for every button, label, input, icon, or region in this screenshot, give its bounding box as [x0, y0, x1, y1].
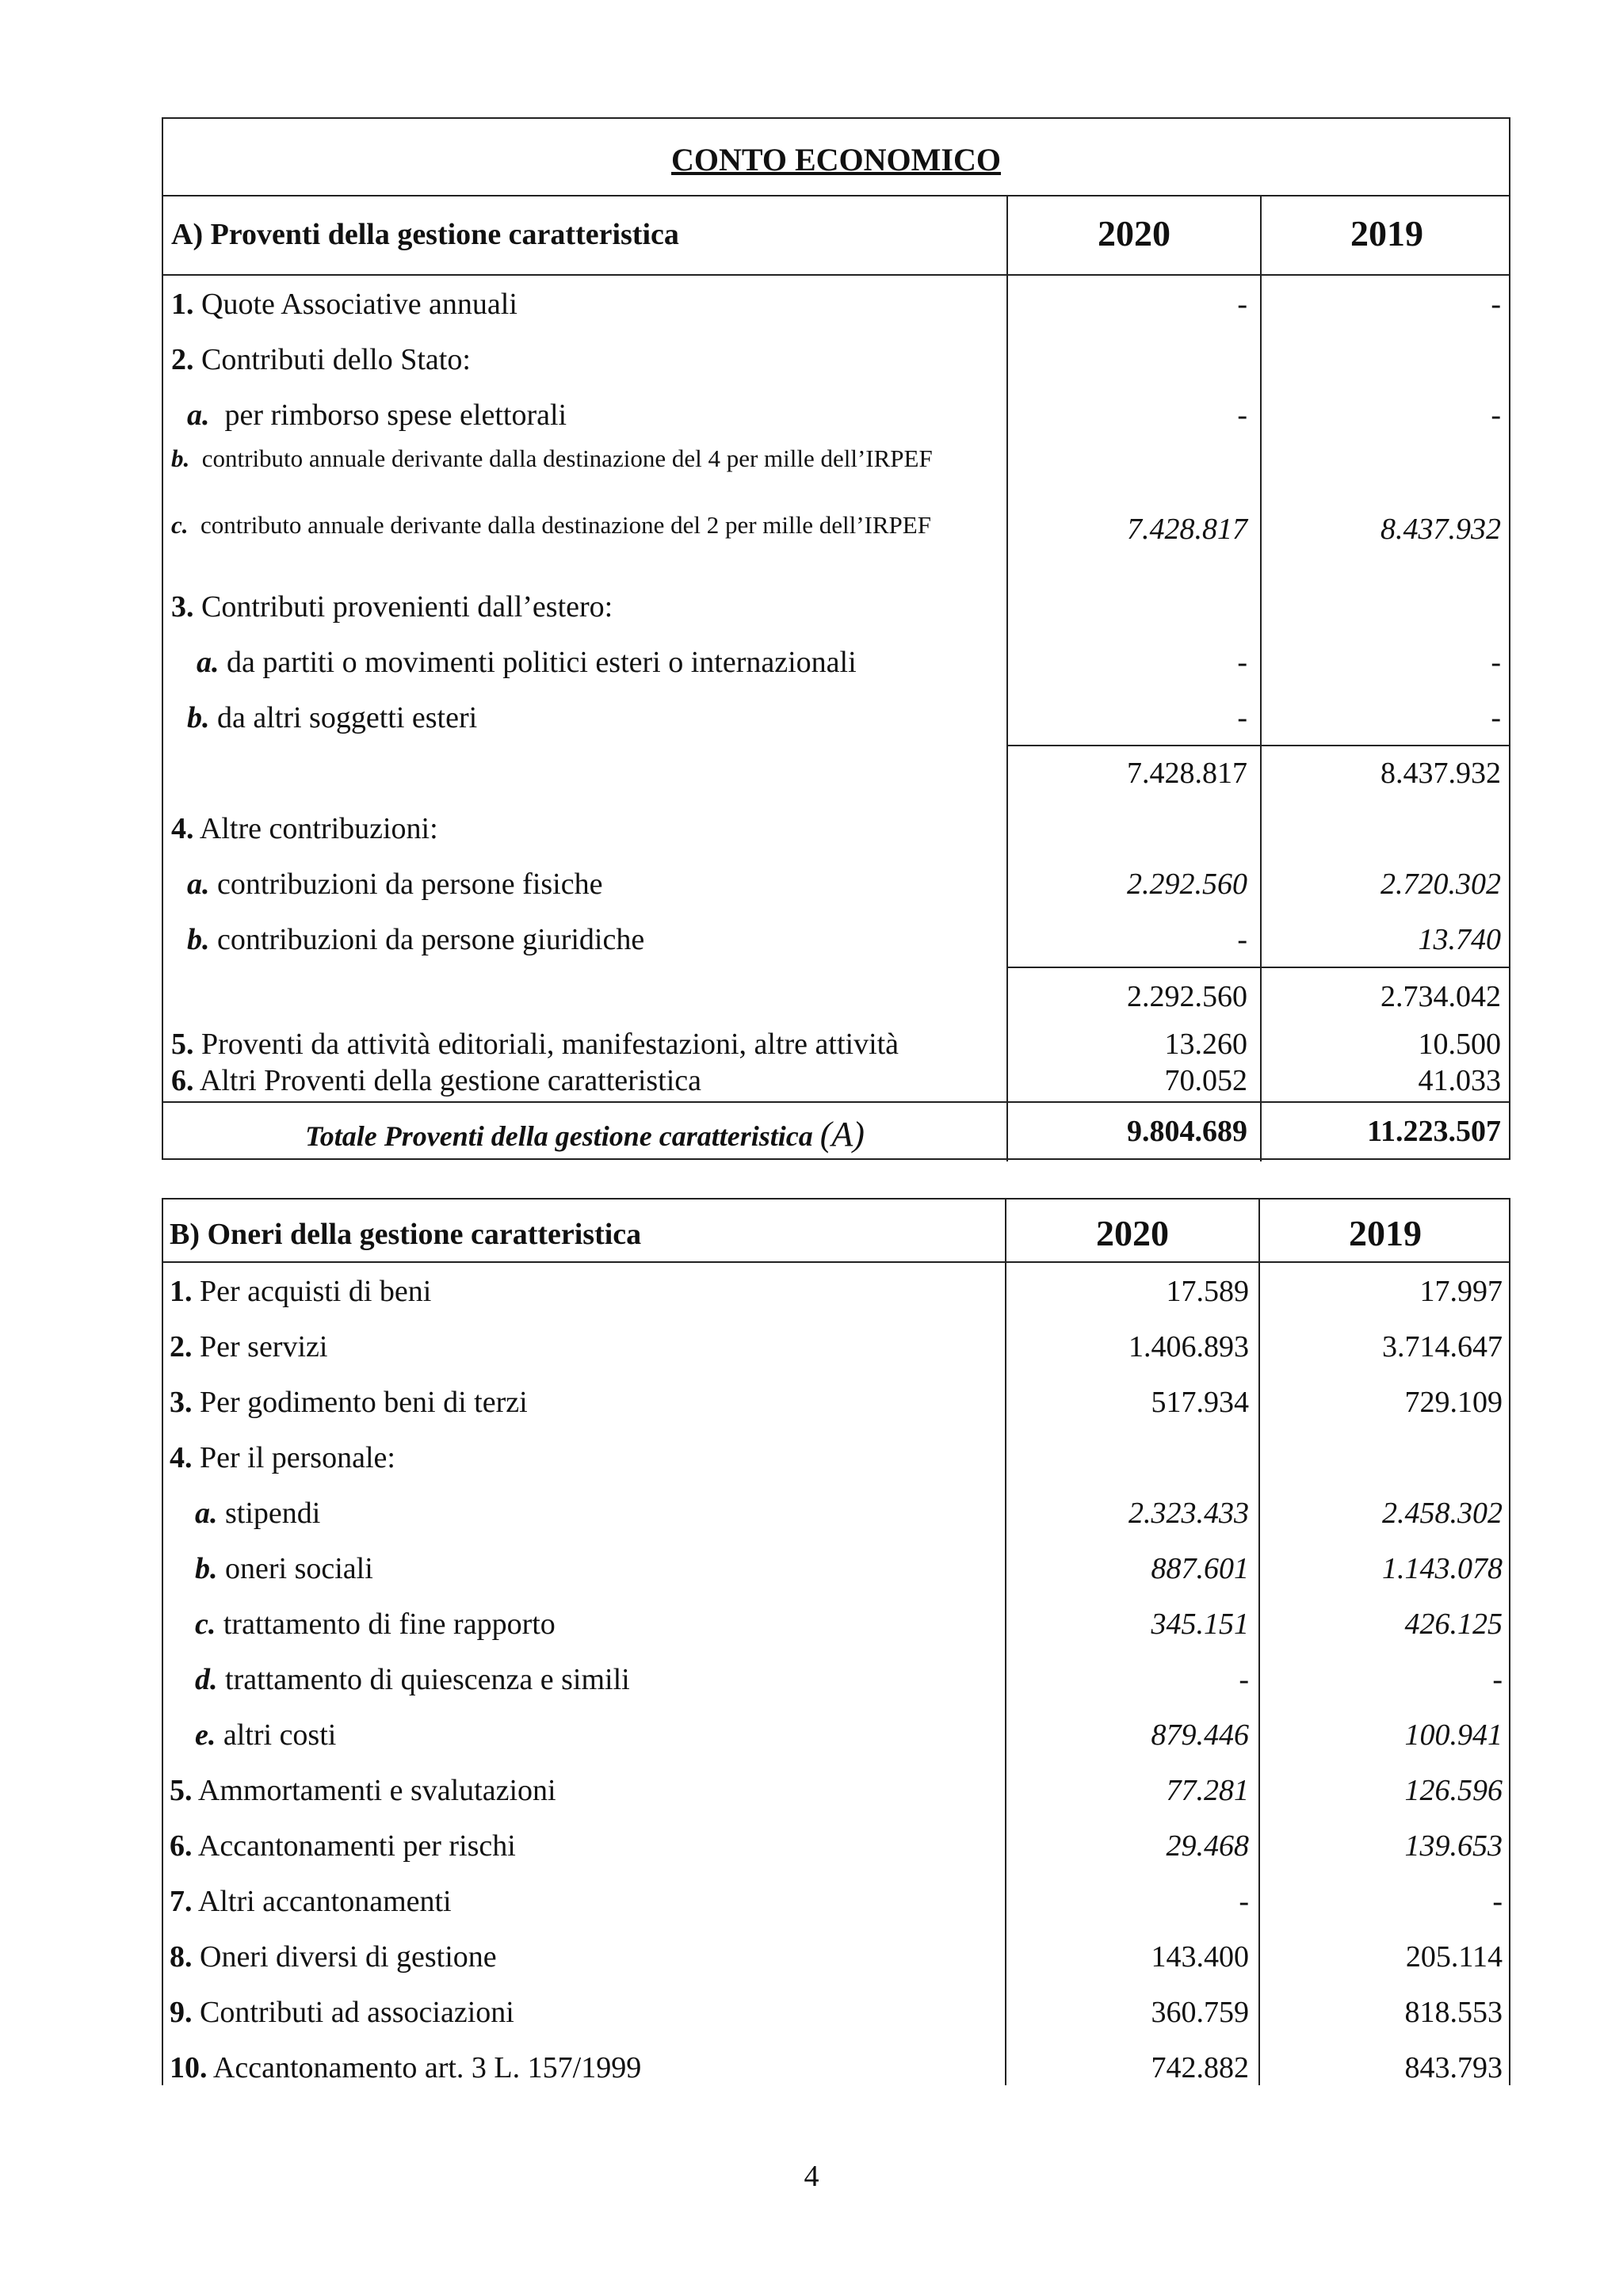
page-number: 4: [804, 2160, 819, 2193]
section-b-year-2019: 2019: [1349, 1213, 1422, 1253]
section-a-year-2020: 2020: [1098, 213, 1170, 254]
section-a-year-2019: 2019: [1350, 213, 1423, 254]
document-title: CONTO ECONOMICO: [671, 142, 1001, 177]
section-b-year-2020: 2020: [1096, 1213, 1169, 1253]
table-oneri: B) Oneri della gestione caratteristica 2020 2019 1. Per acquisti di beni 17.589 17.997 2. Per servizi 1.406.893 3.714.647 3. Per godimento beni di terzi 517.934 729.109 4. Per il personale: a. stipendi 2.323.433 2.458.302 b. oneri sociali 887.601 1.143.078 c. trattamento di fine rapporto 345.151 426.125 d. trattamento di quiescenza e simili - - e. altri costi 879.446 100.941 5. Ammortamenti e svalutazioni 77.281 126.596 6. Accantonamenti per rischi 29.468 139.653 7. Altri accantonamenti - - 8. Oneri diversi di gestione 143.400 205.114 9. Contributi ad associazioni 360.759 818.553 10. Accantonamento art. 3 L. 157/1999 742.882 843.793: [162, 1198, 1510, 2085]
section-a-heading: A) Proventi della gestione caratteristica: [171, 218, 679, 251]
section-b-heading: B) Oneri della gestione caratteristica: [170, 1218, 642, 1251]
table-proventi: CONTO ECONOMICO A) Proventi della gestione caratteristica 2020 2019 1. Quote Associative annuali - - 2. Contributi dello Stato: a. per rimborso spese elettorali - - b. contributo annuale derivante dalla destinazione del 4 per mille dell’IRPEF c. contributo annuale derivante dalla destinazione del 2 per mille dell’IRPEF 7.428.817 8.437.932 3. Contributi provenienti dall’estero: a. da partiti o movimenti politici esteri o internazionali - - b. da altri soggetti esteri - - 7.428.817 8.437.932 4. Altre contribuzioni: a. contribuzioni da persone fisiche 2.292.560 2.720.302 b. contribuzioni da persone giuridiche - 13.740 2.292.560 2.734.042 5. Proventi da attività editoriali, manifestazioni, altre attività 13.260 10.500 6. Altri Proventi della gestione caratteristica 70.052 41.033 Totale Proventi della gestione caratteristica (A) 9.804.689 11.223.507: [162, 117, 1510, 1160]
